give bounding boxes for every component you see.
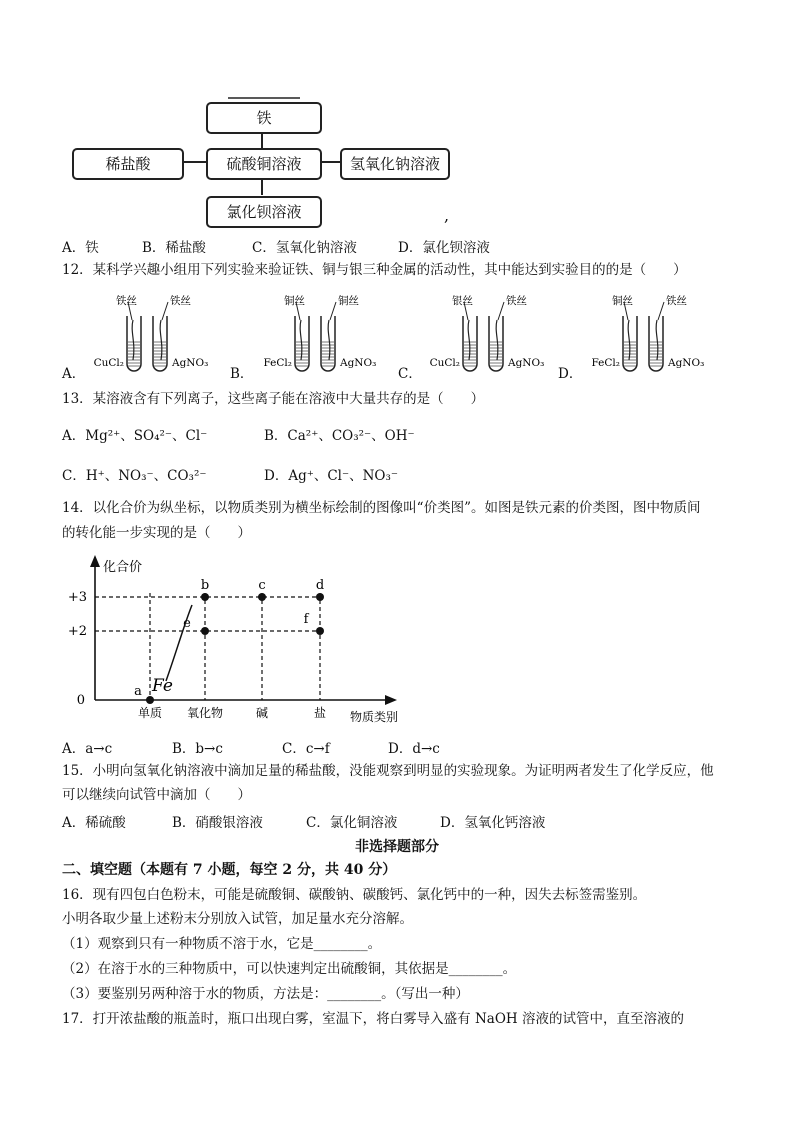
q15-stem-line2: 可以继续向试管中滴加（ ） — [62, 787, 251, 803]
test-tube-icon — [623, 302, 637, 371]
data-point-d — [316, 593, 324, 601]
x-axis-arrow-icon — [385, 695, 397, 705]
q13-option-d: D．Ag⁺、Cl⁻、NO₃⁻ — [264, 468, 399, 484]
q13-stem: 13．某溶液含有下列离子，这些离子能在溶液中大量共存的是（ ） — [62, 391, 485, 407]
test-tube-pair-icon — [398, 290, 568, 382]
data-label-e: e — [183, 616, 191, 631]
q11-option-a: A．铁 — [62, 240, 99, 256]
data-point-a — [146, 696, 154, 704]
q14-stem-line1: 14．以化合价为纵坐标，以物质类别为横坐标绘制的图像叫“价类图”。如图是铁元素的价类图，图中物质间 — [62, 500, 701, 516]
q14-stem-line2: 的转化能一步实现的是（ ） — [62, 525, 251, 541]
valence-class-chart — [60, 555, 440, 725]
test-tube-icon — [649, 302, 664, 371]
wire-label-2: 铁丝 — [170, 295, 191, 307]
test-tube-icon — [295, 302, 309, 371]
handwritten-annotation: Fe — [152, 676, 173, 696]
test-tube-icon — [153, 302, 168, 371]
test-tube-icon — [321, 302, 336, 371]
y-tick-label: +2 — [67, 624, 87, 639]
box-iron: 铁 — [206, 102, 322, 134]
solution-label-1: CuCl₂ — [429, 357, 460, 369]
q12-option-letter: D． — [558, 366, 583, 382]
test-tube-pair-icon — [558, 290, 728, 382]
q11-option-c: C．氢氧化钠溶液 — [252, 240, 357, 256]
data-label-a: a — [134, 684, 142, 699]
y-axis-arrow-icon — [90, 555, 100, 567]
q13-option-b: B．Ca²⁺、CO₃²⁻、OH⁻ — [264, 428, 415, 444]
solution-label-2: AgNO₃ — [172, 357, 209, 369]
q14-option-a: A．a→c — [62, 741, 113, 757]
q12-stem: 12．某科学兴趣小组用下列实验来验证铁、铜与银三种金属的活动性，其中能达到实验目的的是（ ） — [62, 262, 687, 278]
q16-stem-line1: 16．现有四包白色粉末，可能是硫酸铜、碳酸钠、碳酸钙、氯化钙中的一种，因失去标签需鉴别。 — [62, 887, 647, 903]
wire-label-1: 铜丝 — [284, 295, 305, 307]
q12-option-letter: C． — [398, 366, 422, 382]
test-tube-pair-icon — [62, 290, 232, 382]
q12-option-b — [230, 290, 400, 382]
x-tick-label: 碱 — [255, 706, 269, 720]
wire-label-2: 铁丝 — [666, 295, 687, 307]
q13-option-c: C．H⁺、NO₃⁻、CO₃²⁻ — [62, 468, 207, 484]
section2-title: 二、填空题（本题有 7 小题，每空 2 分，共 40 分） — [62, 862, 397, 878]
q13-option-a: A．Mg²⁺、SO₄²⁻、Cl⁻ — [62, 428, 208, 444]
test-tube-pair-icon — [230, 290, 400, 382]
q15-option-b: B．硝酸银溶液 — [172, 815, 263, 831]
q15-option-a: A．稀硫酸 — [62, 815, 126, 831]
box-dilute-hcl: 稀盐酸 — [72, 148, 184, 180]
x-tick-label: 盐 — [313, 706, 327, 720]
data-label-c: c — [258, 578, 266, 593]
q11-option-d: D．氯化钡溶液 — [398, 240, 490, 256]
solution-label-2: AgNO₃ — [340, 357, 377, 369]
x-tick-label: 氧化物 — [186, 706, 224, 720]
q12-option-a — [62, 290, 232, 382]
solution-label-2: AgNO₃ — [508, 357, 545, 369]
x-axis-label: 物质类别 — [350, 710, 399, 724]
wire-label-2: 铁丝 — [506, 295, 527, 307]
data-point-e — [201, 627, 209, 635]
part2-title: 非选择题部分 — [355, 839, 439, 855]
data-point-c — [258, 593, 266, 601]
q16-part3: （3）要鉴别另两种溶于水的物质，方法是：________。（写出一种） — [62, 986, 469, 1002]
y-tick-label: 0 — [76, 693, 85, 708]
stray-mark: , — [444, 206, 450, 225]
q12-option-c — [398, 290, 568, 382]
flow-diagram — [0, 0, 794, 240]
wire-label-1: 铜丝 — [612, 295, 633, 307]
box-bacl2: 氯化钡溶液 — [206, 196, 322, 228]
wire-label-2: 铜丝 — [338, 295, 359, 307]
box-naoh: 氢氧化钠溶液 — [340, 148, 450, 180]
data-label-d: d — [315, 578, 325, 593]
y-tick-label: +3 — [67, 590, 87, 605]
q12-option-d — [558, 290, 728, 382]
handwritten-stroke — [166, 605, 192, 681]
data-point-b — [201, 593, 209, 601]
q15-option-d: D．氢氧化钙溶液 — [440, 815, 546, 831]
solution-label-1: FeCl₂ — [591, 357, 620, 369]
test-tube-icon — [127, 302, 141, 371]
q16-stem-line2: 小明各取少量上述粉末分别放入试管，加足量水充分溶解。 — [62, 911, 413, 927]
q12-option-letter: B． — [230, 366, 254, 382]
data-label-f: f — [303, 612, 309, 627]
data-label-b: b — [200, 578, 210, 593]
q12-option-letter: A． — [62, 366, 86, 382]
q17-stem-line1: 17．打开浓盐酸的瓶盖时，瓶口出现白雾，室温下，将白雾导入盛有 NaOH 溶液的试管中，直至溶液的 — [62, 1011, 684, 1027]
q16-part1: （1）观察到只有一种物质不溶于水，它是________。 — [62, 936, 382, 952]
y-axis-label: 化合价 — [103, 560, 143, 575]
solution-label-2: AgNO₃ — [668, 357, 705, 369]
q15-stem-line1: 15．小明向氢氧化钠溶液中滴加足量的稀盐酸，没能观察到明显的实验现象。为证明两者发生了化学反应，他 — [62, 763, 714, 779]
wire-label-1: 银丝 — [452, 295, 473, 307]
diagram-connectors — [0, 0, 794, 240]
x-tick-label: 单质 — [137, 706, 163, 720]
solution-label-1: FeCl₂ — [263, 357, 292, 369]
data-point-f — [316, 627, 324, 635]
q14-option-c: C．c→f — [282, 741, 330, 757]
q14-option-b: B．b→c — [172, 741, 223, 757]
q15-option-c: C．氯化铜溶液 — [306, 815, 398, 831]
test-tube-icon — [489, 302, 504, 371]
box-copper-sulfate: 硫酸铜溶液 — [206, 148, 322, 180]
solution-label-1: CuCl₂ — [93, 357, 124, 369]
q11-option-b: B．稀盐酸 — [142, 240, 206, 256]
test-tube-icon — [463, 302, 477, 371]
q16-part2: （2）在溶于水的三种物质中，可以快速判定出硫酸铜，其依据是________。 — [62, 961, 517, 977]
wire-label-1: 铁丝 — [116, 295, 137, 307]
q14-option-d: D．d→c — [388, 741, 440, 757]
q12-figures — [0, 290, 794, 382]
